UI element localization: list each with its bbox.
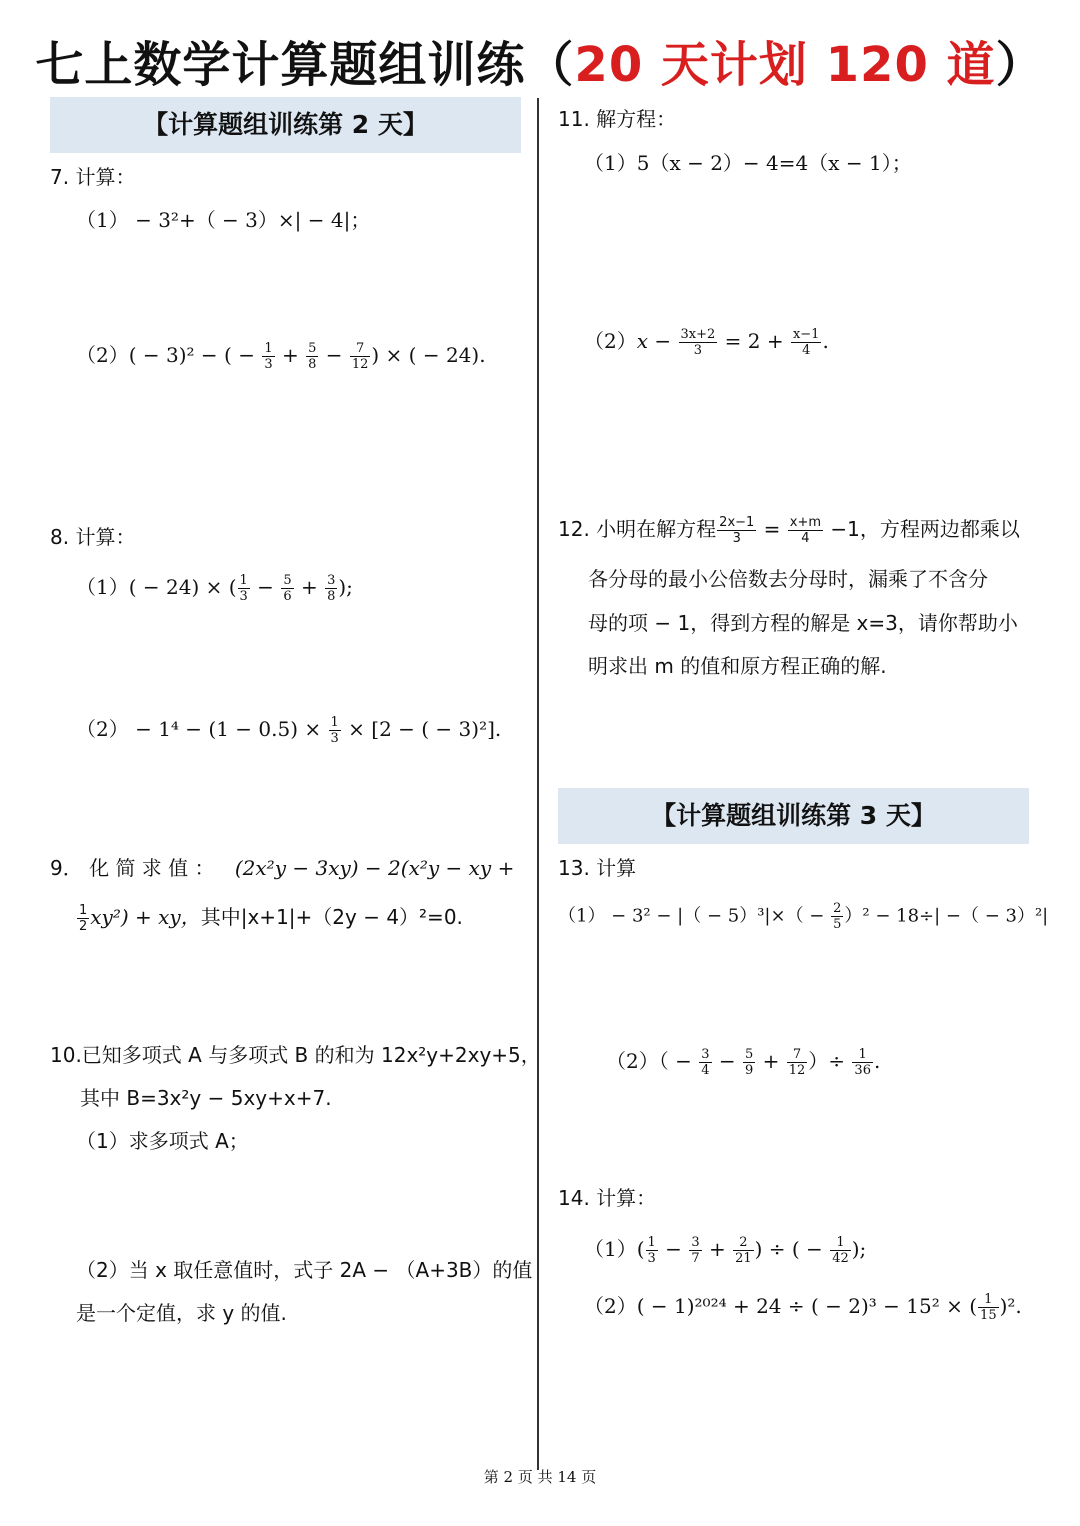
denominator: 7 <box>691 1251 700 1266</box>
q11-p2-tail: . <box>822 329 829 353</box>
numerator: 2 <box>733 1235 754 1251</box>
q9-expression-tail: xy²) + xy， <box>90 905 201 929</box>
q7-p2-tail: ) × ( − 24). <box>371 343 486 367</box>
fraction <box>350 341 371 372</box>
operator: − <box>658 1237 689 1261</box>
numerator: 1 <box>239 573 248 588</box>
fraction <box>743 1047 755 1078</box>
fraction <box>791 327 822 358</box>
numerator: 5 <box>308 341 317 356</box>
operator: − <box>250 575 281 599</box>
fraction <box>306 341 318 372</box>
fraction <box>830 1235 851 1266</box>
q8-p2-text: − 1⁴ − (1 − 0.5) × <box>128 717 328 741</box>
q9-expression: (2x²y − 3xy) − 2(x²y − xy + <box>234 856 515 880</box>
denominator: 12 <box>351 357 369 372</box>
q12-line1 <box>558 514 1020 546</box>
fraction <box>679 327 718 358</box>
paren: ( <box>636 1237 645 1261</box>
denominator: 21 <box>735 1251 752 1266</box>
q11-part2 <box>584 326 829 358</box>
fraction <box>699 1047 711 1078</box>
denominator: 2 <box>79 919 88 934</box>
numerator: 3 <box>327 573 336 588</box>
denominator: 36 <box>854 1063 871 1078</box>
operator: − <box>712 1049 742 1073</box>
page-footer: 第 2 页 共 14 页 <box>483 1468 597 1486</box>
q14-p2-tail: )². <box>999 1294 1022 1318</box>
operator: − <box>319 343 349 367</box>
numerator: 3x+2 <box>680 327 716 342</box>
numerator: 7 <box>350 341 371 357</box>
numerator: 5 <box>283 573 292 588</box>
numerator: 1 <box>264 341 273 356</box>
q12-line4: 明求出 m 的值和原方程正确的解. <box>588 654 887 678</box>
denominator: 8 <box>327 589 336 604</box>
fraction <box>978 1292 999 1323</box>
q12-line2: 各分母的最小公倍数去分母时，漏乘了不含分 <box>588 567 988 591</box>
q14-p2-label: （2） <box>584 1294 637 1318</box>
q11-stem: 11. 解方程： <box>558 107 677 131</box>
numerator: 1 <box>852 1047 873 1063</box>
q13-stem: 13. 计算 <box>558 856 637 880</box>
q8-p1-tail: ); <box>338 575 353 599</box>
q14-p1-label: （1） <box>584 1237 637 1261</box>
q9-line2 <box>76 902 463 934</box>
q13-part1 <box>558 901 1048 932</box>
fraction <box>788 515 823 546</box>
operator: + <box>275 343 306 367</box>
q9-condition: 其中|x+1|+（2y − 4）²=0. <box>200 905 463 929</box>
numerator: 5 <box>744 1047 754 1062</box>
q7-stem: 7. 计算： <box>50 165 136 189</box>
day3-banner: 【计算题组训练第 3 天】 <box>558 788 1029 844</box>
q12-text: 12. 小明在解方程 <box>558 517 717 541</box>
q7-p2-label: （2） <box>76 343 129 367</box>
q12-text-tail: −1，方程两边都乘以 <box>824 517 1020 541</box>
q13-p2-tail: . <box>873 1049 881 1073</box>
operator: = <box>757 517 787 541</box>
q8-p1-label: （1） <box>76 575 129 599</box>
fraction <box>281 573 293 604</box>
operator: ）÷ <box>808 1049 852 1073</box>
denominator: 9 <box>744 1063 754 1078</box>
operator: + <box>294 575 325 599</box>
fraction <box>787 1047 808 1078</box>
numerator: 3 <box>691 1235 700 1250</box>
q10-part2-line2: 是一个定值，求 y 的值. <box>76 1301 287 1325</box>
q8-p2-label: （2） <box>76 717 129 741</box>
q8-p1-text: ( − 24) × ( <box>128 575 237 599</box>
q14-p2-text: ( − 1)²⁰²⁴ + 24 ÷ ( − 2)³ − 15² × ( <box>636 1294 978 1318</box>
denominator: 12 <box>788 1063 806 1078</box>
q7-part2 <box>76 340 486 372</box>
q10-part1: （1）求多项式 A； <box>76 1129 249 1153</box>
q10-line1: 10.已知多项式 A 与多项式 B 的和为 12x²y+2xy+5， <box>50 1043 541 1067</box>
numerator: 1 <box>978 1292 999 1308</box>
operator: = 2 + <box>718 329 790 353</box>
title-end: ） <box>995 37 1045 93</box>
fraction <box>733 1235 754 1266</box>
denominator: 3 <box>647 1251 656 1266</box>
q13-p2-label: （2） <box>606 1049 659 1073</box>
denominator: 3 <box>264 357 273 372</box>
q14-p1-tail: ); <box>851 1237 867 1261</box>
numerator: 1 <box>647 1235 656 1250</box>
denominator: 3 <box>239 589 248 604</box>
q13-part2 <box>606 1046 880 1078</box>
operator: ) ÷ ( − <box>754 1237 830 1261</box>
q9-label: 9． 化 简 求 值 ： <box>50 856 215 880</box>
numerator: 2 <box>833 901 842 916</box>
numerator: x+m <box>789 515 822 530</box>
numerator: 1 <box>830 1235 851 1251</box>
denominator: 3 <box>330 731 339 746</box>
q14-part2 <box>584 1291 1022 1323</box>
q9-line1 <box>50 853 514 883</box>
q7-part1: （1） − 3²+（ − 3）×| − 4|； <box>76 208 371 232</box>
denominator: 3 <box>693 343 703 358</box>
title-highlight: 20 天计划 120 道 <box>574 37 996 93</box>
numerator: 1 <box>330 715 339 730</box>
q13-p1-text: （1） − 3² − |（ − 5）³|×（ − <box>558 905 831 927</box>
numerator: x−1 <box>792 327 820 342</box>
title-main: 七上数学计算题组训练（ <box>35 37 575 93</box>
day2-banner: 【计算题组训练第 2 天】 <box>50 97 521 153</box>
column-divider <box>537 98 539 1470</box>
q13-p1-tail: ）² − 18÷| −（ − 3）²| <box>844 905 1049 927</box>
q7-p2-text: ( − 3)² − ( − <box>128 343 262 367</box>
q11-part1: （1）5（x − 2）− 4=4（x − 1）； <box>584 151 912 175</box>
fraction <box>717 515 756 546</box>
numerator: 7 <box>787 1047 808 1063</box>
fraction <box>831 901 843 932</box>
q11-p2-text: x − <box>636 329 678 353</box>
operator: + <box>702 1237 733 1261</box>
q12-line3: 母的项 − 1，得到方程的解是 x=3，请你帮助小 <box>588 611 1018 635</box>
page-title <box>0 26 1080 95</box>
denominator: 6 <box>283 589 292 604</box>
denominator: 5 <box>833 917 842 932</box>
numerator: 1 <box>79 903 88 918</box>
fraction <box>325 573 337 604</box>
q14-part1 <box>584 1234 866 1266</box>
q8-part1 <box>76 572 353 604</box>
q10-line2: 其中 B=3x²y − 5xy+x+7. <box>80 1086 332 1110</box>
q8-stem: 8. 计算： <box>50 525 136 549</box>
fraction <box>646 1235 658 1266</box>
fraction <box>77 903 89 934</box>
operator: + <box>756 1049 786 1073</box>
numerator: 3 <box>701 1047 710 1062</box>
numerator: 2x−1 <box>719 515 755 530</box>
denominator: 4 <box>801 531 810 546</box>
denominator: 42 <box>832 1251 849 1266</box>
fraction <box>329 715 341 746</box>
denominator: 8 <box>308 357 317 372</box>
fraction <box>238 573 250 604</box>
q13-p2-text: （ − <box>658 1049 699 1073</box>
q14-stem: 14. 计算： <box>558 1186 657 1210</box>
denominator: 15 <box>980 1308 997 1323</box>
denominator: 4 <box>701 1063 710 1078</box>
fraction <box>852 1047 873 1078</box>
q11-p2-label: （2） <box>584 329 637 353</box>
fraction <box>689 1235 701 1266</box>
denominator: 4 <box>802 343 811 358</box>
q10-part2-line1: （2）当 x 取任意值时，式子 2A − （A+3B）的值 <box>76 1258 533 1282</box>
fraction <box>262 341 274 372</box>
q8-p2-tail: × [2 − ( − 3)²]. <box>341 717 502 741</box>
q8-part2 <box>76 714 501 746</box>
denominator: 3 <box>732 531 741 546</box>
